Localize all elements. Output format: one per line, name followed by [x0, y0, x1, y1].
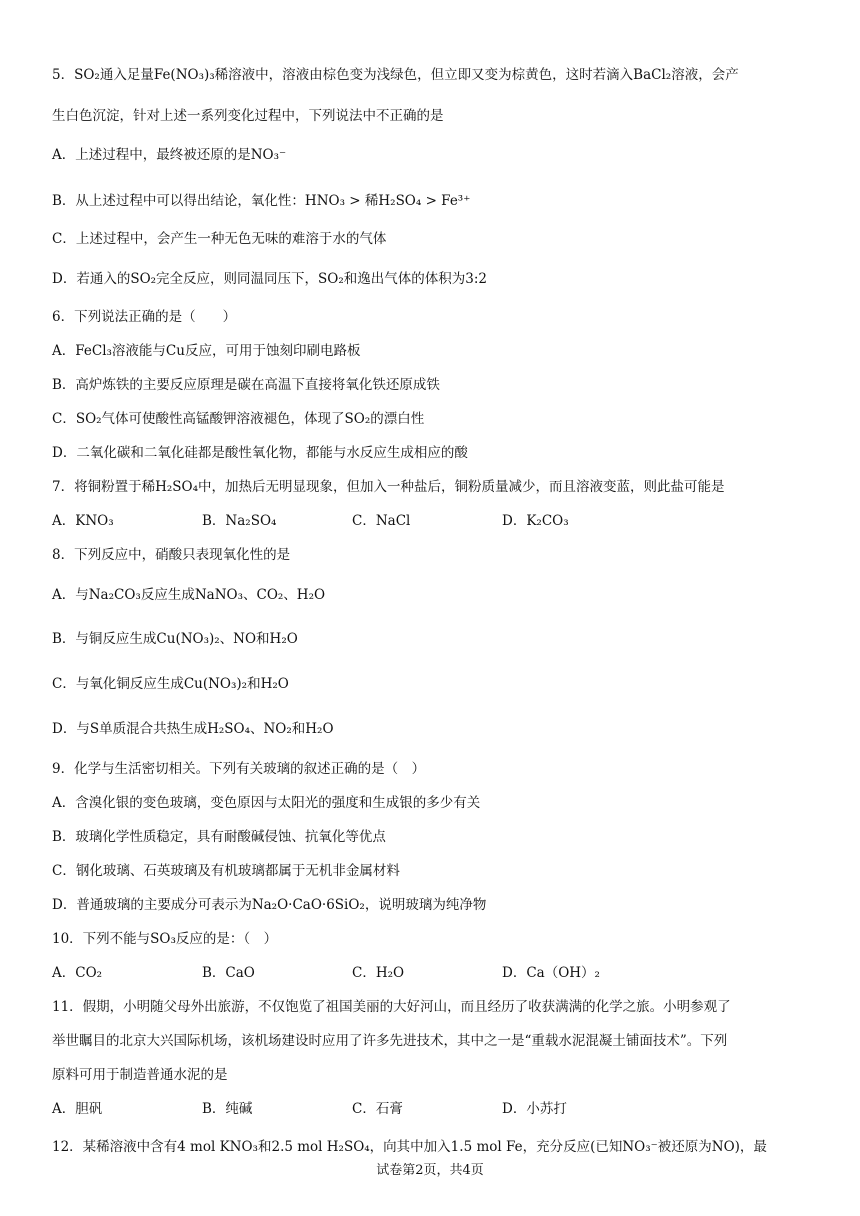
q11-option-d: D．小苏打 [502, 1101, 567, 1117]
q9-option-c: C．钢化玻璃、石英玻璃及有机玻璃都属于无机非金属材料 [52, 863, 400, 879]
q11-option-b: B．纯碱 [202, 1101, 253, 1117]
q10-stem: 10．下列不能与SO₃反应的是：（ ） [52, 931, 278, 947]
q8-option-b: B．与铜反应生成Cu(NO₃)₂、NO和H₂O [52, 631, 298, 647]
q5-stem-line2: 生白色沉淀，针对上述一系列变化过程中，下列说法中不正确的是 [52, 108, 444, 124]
q9-stem: 9．化学与生活密切相关。下列有关玻璃的叙述正确的是（ ） [52, 761, 426, 777]
q9-option-d: D．普通玻璃的主要成分可表示为Na₂O·CaO·6SiO₂，说明玻璃为纯净物 [52, 897, 487, 913]
q5-option-c: C．上述过程中，会产生一种无色无味的难溶于水的气体 [52, 231, 387, 247]
q6-option-b: B．高炉炼铁的主要反应原理是碳在高温下直接将氧化铁还原成铁 [52, 377, 440, 393]
q5-option-b: B．从上述过程中可以得出结论，氧化性：HNO₃ > 稀H₂SO₄ > Fe³⁺ [52, 193, 471, 209]
q5-option-a: A．上述过程中，最终被还原的是NO₃⁻ [52, 147, 287, 163]
q7-stem: 7．将铜粉置于稀H₂SO₄中，加热后无明显现象，但加入一种盐后，铜粉质量减少，而且溶液变蓝，则此盐可能是 [52, 479, 725, 495]
q10-option-a: A．CO₂ [52, 965, 103, 981]
q8-stem: 8．下列反应中，硝酸只表现氧化性的是 [52, 547, 291, 563]
q6-option-a: A．FeCl₃溶液能与Cu反应，可用于蚀刻印刷电路板 [52, 343, 361, 359]
q11-option-a: A．胆矾 [52, 1101, 103, 1117]
q8-option-d: D．与S单质混合共热生成H₂SO₄、NO₂和H₂O [52, 721, 334, 737]
q11-option-c: C．石膏 [352, 1101, 403, 1117]
q10-option-b: B．CaO [202, 965, 255, 981]
page-footer: 试卷第2页，共4页 [376, 1163, 484, 1178]
q7-option-c: C．NaCl [352, 513, 411, 529]
q11-stem-line2: 举世瞩目的北京大兴国际机场，该机场建设时应用了许多先进技术，其中之一是“重载水泥混凝土铺面技术”。下列 [52, 1033, 728, 1049]
q11-stem-line1: 11．假期，小明随父母外出旅游，不仅饱览了祖国美丽的大好河山，而且经历了收获满满的化学之旅。小明参观了 [52, 999, 731, 1015]
q7-option-a: A．KNO₃ [52, 513, 114, 529]
q8-option-c: C．与氧化铜反应生成Cu(NO₃)₂和H₂O [52, 676, 289, 692]
q6-stem: 6．下列说法正确的是（ ） [52, 309, 237, 325]
q12-stem-line1: 12．某稀溶液中含有4 mol KNO₃和2.5 mol H₂SO₄，向其中加入1.5 mol Fe，充分反应(已知NO₃⁻被还原为NO)，最 [52, 1139, 767, 1155]
q11-options [52, 1100, 672, 1118]
q9-option-b: B．玻璃化学性质稳定，具有耐酸碱侵蚀、抗氧化等优点 [52, 829, 386, 845]
q7-option-d: D．K₂CO₃ [502, 513, 569, 529]
q10-option-d: D．Ca（OH）₂ [502, 965, 600, 981]
q6-option-c: C．SO₂气体可使酸性高锰酸钾溶液褪色，体现了SO₂的漂白性 [52, 411, 425, 427]
q10-options [52, 964, 672, 982]
q5-stem-line1: 5．SO₂通入足量Fe(NO₃)₃稀溶液中，溶液由棕色变为浅绿色，但立即又变为棕黄色，这时若滴入BaCl₂溶液，会产 [52, 67, 739, 83]
q10-option-c: C．H₂O [352, 965, 405, 981]
q9-option-a: A．含溴化银的变色玻璃，变色原因与太阳光的强度和生成银的多少有关 [52, 795, 481, 811]
q6-option-d: D．二氧化碳和二氧化硅都是酸性氧化物，都能与水反应生成相应的酸 [52, 445, 468, 461]
q11-stem-line3: 原料可用于制造普通水泥的是 [52, 1067, 228, 1083]
q7-option-b: B．Na₂SO₄ [202, 513, 277, 529]
q5-option-d: D．若通入的SO₂完全反应，则同温同压下，SO₂和逸出气体的体积为3:2 [52, 271, 488, 287]
q7-options [52, 512, 672, 530]
q8-option-a: A．与Na₂CO₃反应生成NaNO₃、CO₂、H₂O [52, 587, 326, 603]
